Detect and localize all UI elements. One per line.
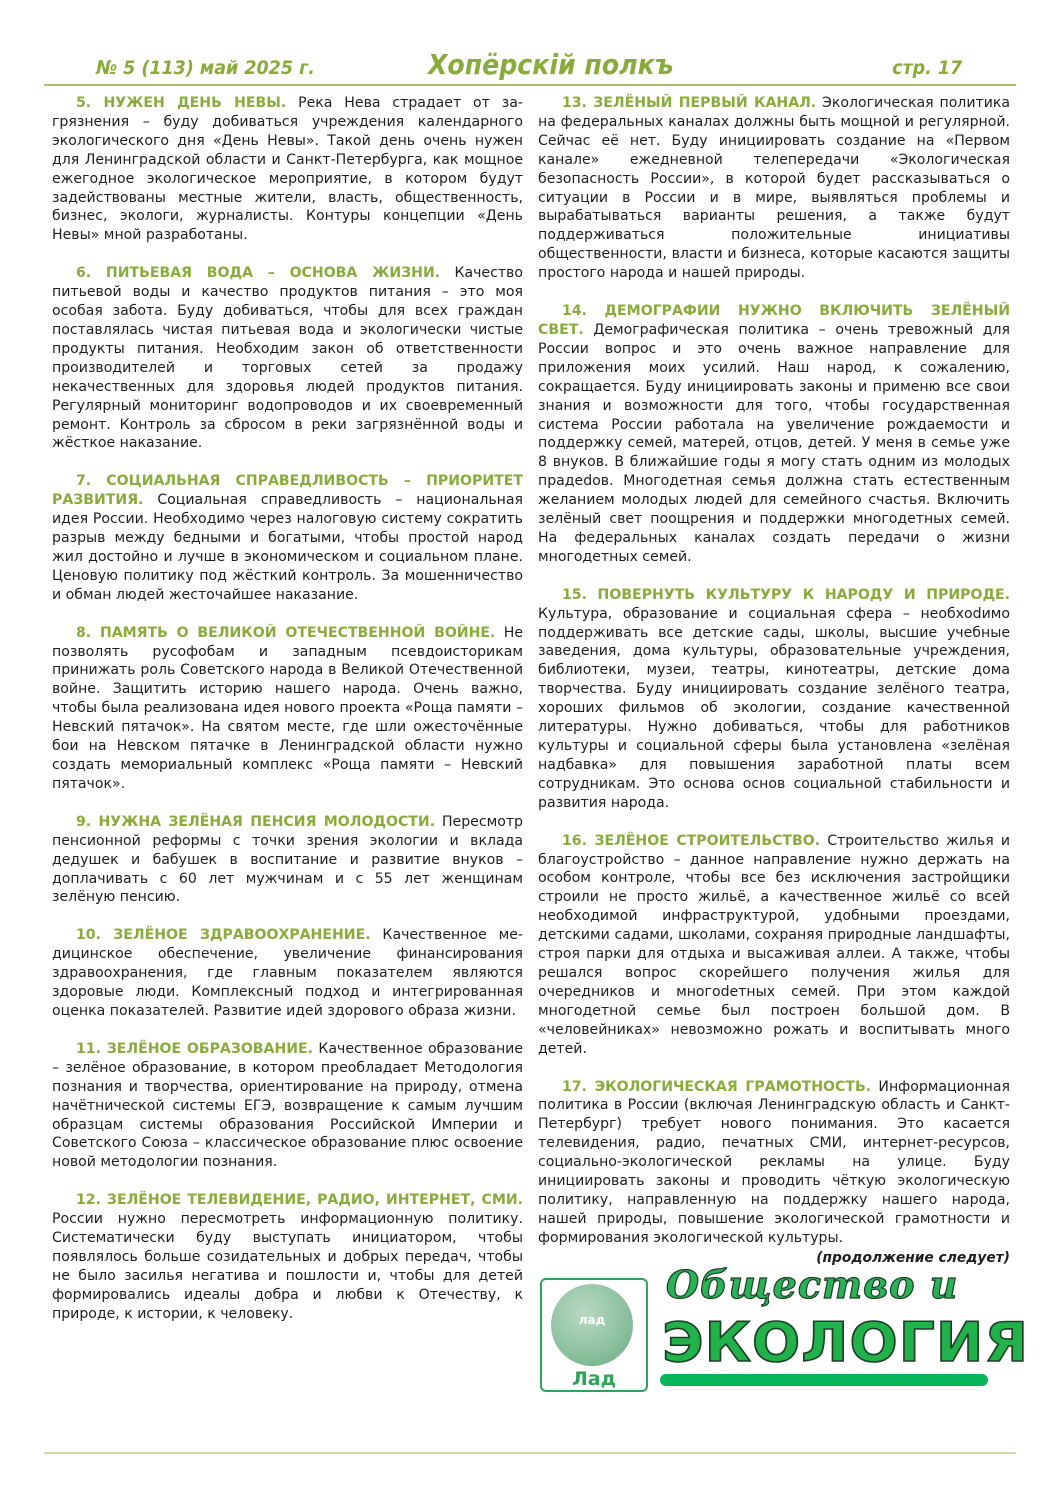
page-number: стр. 17: [891, 57, 962, 79]
article-item: [52, 813, 523, 908]
item-title: 11. ЗЕЛЁНОЕ ОБРАЗОВАНИЕ.: [76, 1040, 314, 1057]
right-column: [538, 94, 1030, 1394]
item-body: Информационная политика в России (включая Ленинградскую область и Санкт-Петербург) требует нового понимания. Это касается телевидения, радио, печатных СМИ, интернет-ресурсов, социально-экологической рекламы на улице. Буду инициировать законы и проводить чёткую экологическую политику, направленную на поддержку нашего народа, нашей природы, повышение экологической грамотности и формирования экологической культуры.: [538, 1078, 1010, 1246]
item-title: 10. ЗЕЛЁНОЕ ЗДРАВООХРАНЕНИЕ.: [76, 927, 371, 944]
item-body: Не позволять русофобам и западным псевдоисторикам принижать роль Советского народа в Великой Отечественной войне. Защитить историю нашего народа. Очень важно, чтобы была реализована идея нового проекта «Роща памяти – Невский пятачок». На святом месте, где шли ожесточённые бои на Невском пятачке в Ленинградской области нужно создать мемориальный комплекс «Роща памяти – Невский пятачок».: [52, 624, 523, 792]
globe-label: лад: [578, 1312, 606, 1327]
article-item: [52, 926, 523, 1021]
item-body: Качество питьевой воды и качество продуктов питания – это моя особая забота. Буду добиваться, чтобы для всех граждан поставлялась чистая питьевая вода и экологически чистые продукты питания. Необходим закон об ответственности производителей и торговых сетей за продажу некачественных для здоровья людей продуктов питания. Регулярный мониторинг водопроводов и их своевременный ремонт. Контроль за сбросом в реки загрязнённой воды и жёсткое наказание.: [52, 265, 523, 452]
globe-icon: [551, 1284, 633, 1366]
item-title: 14. ДЕМОГРАФИИ НУЖНО ВКЛЮЧИТЬ ЗЕЛЁНЫЙ СВЕТ.: [538, 303, 1010, 338]
item-title: 7. СОЦИАЛЬНАЯ СПРАВЕДЛИВОСТЬ – ПРИОРИТЕТ РАЗВИТИЯ.: [52, 473, 523, 509]
item-title: 9. НУЖНА ЗЕЛЁНАЯ ПЕНСИЯ МОЛОДОСТИ.: [76, 813, 436, 830]
item-title: 15. ПОВЕРНУТЬ КУЛЬТУРУ К НАРОДУ И ПРИРОДЕ.: [562, 586, 1010, 603]
footer-divider: [44, 1452, 1016, 1454]
item-body: Социальная справедливость – национальная идея России. Необходимо через налоговую систему сократить разрыв между бедными и богатыми, чтобы простой народ жил достойно и лучше в экономическом и социальном плане. Ценовую политику под жёсткий контроль. За мошенничество и обман людей жесточайшее наказание.: [52, 492, 523, 603]
item-body: Пересмотр пенсионной реформы с точки зрения экологии и вклада дедушек и бабушек в воспитание и развитие внуков – доплачивать с 60 лет мужчинам и с 55 лет женщинам зелёную пенсию.: [52, 813, 523, 906]
item-title: 6. ПИТЬЕВАЯ ВОДА – ОСНОВА ЖИЗНИ.: [76, 265, 441, 282]
logo-frame-label: Лад: [568, 1368, 620, 1390]
logo-main-line: ЭКОЛОГИЯ: [662, 1310, 1030, 1374]
page-header: [44, 50, 1016, 86]
society-ecology-logo: [538, 1261, 1030, 1394]
article-item: [52, 472, 523, 604]
issue-number: № 5 (113) май 2025 г.: [96, 57, 315, 79]
item-title: 12. ЗЕЛЁНОЕ ТЕЛЕВИДЕНИЕ, РАДИО, ИНТЕРНЕТ, СМИ.: [76, 1192, 523, 1209]
item-body: Экологическая политика на федеральных каналах должны быть мощной и регулярной. Сейчас её нет. Буду инициировать создание на «Первом канале» ежедневной телепередачи «Экологическая безопасность России», в которой будет рассказываться о ситуации в России и в мире, выявляться проблемы и вырабатываться варианты решения, а также будут поддерживаться положительные инициативы общественности, власти и бизнеса, которые касаются защиты простого народа и нашей природы.: [538, 95, 1010, 282]
article-item: [52, 264, 523, 453]
article-item: [52, 1191, 523, 1323]
article-item: [52, 94, 523, 245]
item-title: 17. ЭКОЛОГИЧЕСКАЯ ГРАМОТНОСТЬ.: [562, 1078, 872, 1095]
article-item: [52, 1040, 523, 1172]
item-body: Демографическая политика – очень тревожный для России вопрос и это очень важное направление для приложения моих усилий. Наш народ, к сожалению, сокращается. Буду инициировать законы и применю все свои знания и возможности для того, чтобы государственная система России работала на увеличение рождаемости и поддержку семей, матерей, отцов, детей. У меня в семье уже 8 внуков. В ближайшие годы я могу стать одним из молодых прадеdов. Многодетная семья должна стать естественным желанием молодых людей для семейного счастья. Включить зелёный свет поощрения и поддержки многодетных семей. На федеральных каналах создать передачи о жизни многодетных семей.: [538, 321, 1010, 565]
continuation-note: (продолжение следует): [816, 1249, 1010, 1266]
left-column: [52, 94, 523, 1343]
article-item: [538, 94, 1010, 283]
item-body: Река Нева страдает от загрязнения – буду добиваться учреждения календарного экологического дня «День Невы». Такой день очень нужен для Ленинградской области и Санкт-Петербурга, как мощное ежегодное экологическое мероприятие, в котором будут задействованы местные жители, власть, общественность, бизнес, экологи, журналисты. Контуры концепции «День Невы» мной разработаны.: [52, 95, 523, 244]
item-body: России нужно пересмотреть информационную политику. Систематически буду выступать инициатором, чтобы появлялось больше созидательных и добрых передач, чтобы не было засилья негатива и пошлости и, чтобы для детей формировались идеалы добра и любви к Отечеству, к природе, к истории, к человеку.: [52, 1211, 523, 1322]
item-title: 13. ЗЕЛЁНЫЙ ПЕРВЫЙ КАНАЛ.: [562, 95, 817, 111]
article-item: [538, 586, 1010, 813]
article-item: [52, 624, 523, 794]
item-title: 8. ПАМЯТЬ О ВЕЛИКОЙ ОТЕЧЕСТВЕННОЙ ВОЙНЕ.: [76, 624, 496, 641]
article-item: [538, 302, 1010, 567]
item-body: Качественное образование – зелёное образование, в котором преобладает Методология познания и творчества, ориентирование на природу, отмена начётнической системы ЕГЭ, возвращение к самым лучшим образцам системы образования Российской Империи и Советского Союза – классическое образование плюс освоение новой методологии познания.: [52, 1040, 523, 1171]
item-title: 5. НУЖЕН ДЕНЬ НЕВЫ.: [76, 95, 287, 111]
item-body: Строительство жилья и благоустройство – данное направление нужно держать на особом контроле, чтобы все без исключения застройщики строили не просто жильё, а качественное жильё со всей необходимой инфраструктурой, удобными проездами, детскими садами, школами, сохраняя природные ландшафты, строя парки для отдыха и высаживая аллеи. А также, чтобы решался вопрос скорейшего получения жилья для очередников и многоdетных семей. При этом каждой многодетной семье был построен большой дом. В «человейниках» невозможно рожать и воспитывать много детей.: [538, 832, 1010, 1057]
article-item: [538, 832, 1010, 1059]
item-body: Культура, образование и социальная сфера – необхоdимо поддерживать все детские сады, школы, высшие учебные заведения, дома культуры, образовательные учреждения, библиотеки, музеи, театры, кинотеатры, детские дома творчества. Буду инициировать создание зелёного театра, хороших фильмов об экологии, создание качественной литературы. Нужно добиваться, чтобы для работников культуры и социальной сферы была установлена «зелёная надбавка» для повышения заработной платы всем сотрудникам. Это основа основ социальной стабильности и развития народа.: [538, 605, 1010, 811]
item-title: 16. ЗЕЛЁНОЕ СТРОИТЕЛЬСТВО.: [562, 832, 821, 849]
article-item: [538, 1078, 1010, 1248]
item-body: Качественное медицинское обеспечение, увеличение финансирования здравоохранения, где главным показателем являются здоровые люди. Комплексный подход и интегрированная оценка показателей. Развитие идей здорового образа жизни.: [52, 927, 524, 1019]
logo-underline-bar: [660, 1374, 988, 1386]
logo-script-line: Общество и: [666, 1261, 959, 1307]
newspaper-title: Хопёрскiй полкъ: [428, 48, 674, 81]
